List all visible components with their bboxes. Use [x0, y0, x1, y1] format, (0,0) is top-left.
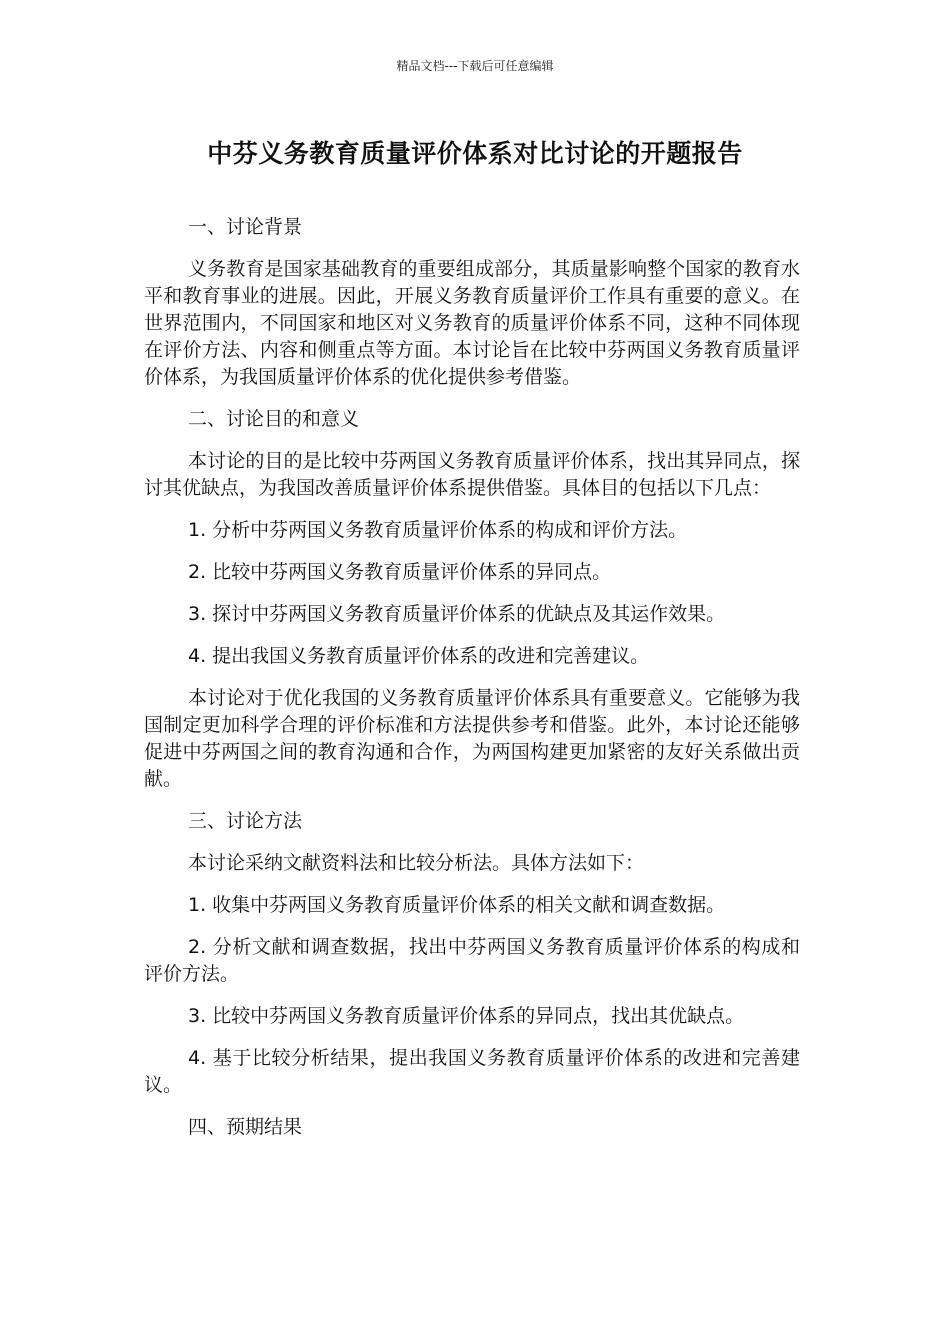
- section-heading-expected-results: 四、预期结果: [188, 1116, 303, 1138]
- purpose-list-item: 1. 分析中芬两国义务教育质量评价体系的构成和评价方法。: [188, 519, 688, 541]
- method-list-item: 2. 分析文献和调查数据，找出中芬两国义务教育质量评价体系的构成和评价方法。: [144, 936, 800, 985]
- page-header-watermark: 精品文档---下载后可任意编辑: [396, 59, 554, 73]
- section-heading-method: 三、讨论方法: [188, 810, 303, 832]
- paragraph-purpose: 本讨论的目的是比较中芬两国义务教育质量评价体系，找出其异同点，探讨其优缺点，为我国改善质量评价体系提供借鉴。具体目的包括以下几点：: [144, 450, 800, 499]
- purpose-list-item: 4. 提出我国义务教育质量评价体系的改进和完善建议。: [188, 645, 650, 667]
- purpose-list-item: 2. 比较中芬两国义务教育质量评价体系的异同点。: [188, 561, 612, 583]
- paragraph-method: 本讨论采纳文献资料法和比较分析法。具体方法如下：: [188, 852, 645, 874]
- section-heading-background: 一、讨论背景: [188, 216, 303, 238]
- document-body: [144, 214, 800, 1156]
- paragraph-background: 义务教育是国家基础教育的重要组成部分，其质量影响整个国家的教育水平和教育事业的进展。因此，开展义务教育质量评价工作具有重要的意义。在世界范围内，不同国家和地区对义务教育的质量评价体系不同，这种不同体现在评价方法、内容和侧重点等方面。本讨论旨在比较中芬两国义务教育质量评价体系，为我国质量评价体系的优化提供参考借鉴。: [144, 258, 800, 388]
- method-list-item: 1. 收集中芬两国义务教育质量评价体系的相关文献和调查数据。: [188, 894, 726, 916]
- method-list-item: 3. 比较中芬两国义务教育质量评价体系的异同点，找出其优缺点。: [188, 1005, 745, 1027]
- purpose-list-item: 3. 探讨中芬两国义务教育质量评价体系的优缺点及其运作效果。: [188, 603, 726, 625]
- method-list-item: 4. 基于比较分析结果，提出我国义务教育质量评价体系的改进和完善建议。: [144, 1047, 800, 1096]
- document-title: 中芬义务教育质量评价体系对比讨论的开题报告: [207, 139, 743, 168]
- section-heading-purpose: 二、讨论目的和意义: [188, 408, 360, 430]
- paragraph-significance: 本讨论对于优化我国的义务教育质量评价体系具有重要意义。它能够为我国制定更加科学合理的评价标准和方法提供参考和借鉴。此外，本讨论还能够促进中芬两国之间的教育沟通和合作，为两国构建更加紧密的友好关系做出贡献。: [144, 687, 800, 790]
